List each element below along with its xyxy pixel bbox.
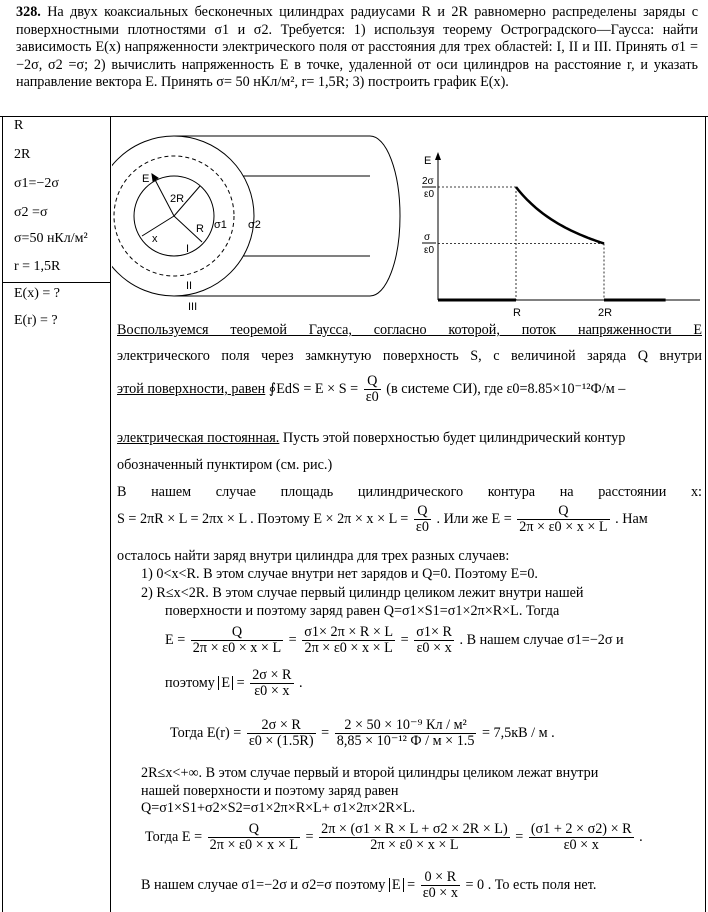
gauss-den: ε0 [365, 389, 379, 405]
given-item: σ2 =σ [14, 205, 48, 220]
sol-line-2: электрического поля через замкнутую поверхность S, с величиной заряда Q внутри [117, 348, 702, 364]
given-item: 2R [14, 147, 31, 162]
label-r: R [196, 223, 204, 235]
case-3-line-3: Q=σ1×S1+σ2×S2=σ1×2π×R×L+ σ1×2π×2R×L. [141, 800, 416, 816]
case-3-formula: Тогда E = $\frac{Q}{2\pi \times \varepsilon 0 \times x \times L}$ = $\frac{2\pi \times (\sigma 1 \times R \times L + \sigma 2 \times 2R \times L)}{2\pi \times \varepsilon 0 \times x \times L}$ = $\frac{(\sigma 1 + 2 \times \sigma 2) \times R}{\varepsilon 0 \times x}$ . [145, 821, 643, 853]
er-frac-1 [247, 718, 316, 749]
frac-7-2-den: 2π × ε0 × x × L [519, 519, 608, 535]
case-3-line-1: 2R≤x<+∞. В этом случае первый и второй цилиндры целиком лежат внутри [141, 765, 599, 781]
label-sigma2: σ2 [248, 219, 261, 231]
frac-7-2-num: Q [517, 504, 609, 520]
table-top-line [0, 116, 708, 117]
label-region-3: III [188, 301, 198, 313]
c3-frac-1-num: Q [208, 822, 300, 838]
c2-frac-2-den: 2π × ε0 × x × L [304, 640, 393, 656]
frac-7-2 [517, 504, 609, 535]
find-item: E(x) = ? [14, 286, 60, 301]
given-item: σ1=−2σ [14, 176, 59, 191]
case-2-line-2: поверхности и поэтому заряд равен Q=σ1×S1=σ1×2π×R×L. Тогда [165, 603, 560, 619]
case-2-abs-formula: поэтому E = $\frac{2\sigma \times R}{\varepsilon 0 \times x}$ . [165, 667, 303, 699]
label-e: E [142, 173, 150, 185]
sol-line-3 [117, 374, 625, 405]
final-text: В нашем случае σ1=−2σ и σ2=σ поэтому [141, 876, 386, 893]
final-frac-num: 0 × R [421, 870, 460, 886]
label-2r: 2R [170, 193, 185, 205]
given-find-divider [2, 282, 110, 283]
final-frac-den: ε0 × x [422, 885, 458, 901]
c2-frac-4-den: ε0 × x [254, 683, 290, 699]
final-formula: В нашем случае σ1=−2σ и σ2=σ поэтому E = $\frac{0 \times R}{\varepsilon 0 \times x}$ = 0 . То есть поля нет. [141, 869, 597, 901]
problem-number: 328. [16, 4, 41, 20]
gauss-num: Q [364, 374, 381, 390]
label-region-1: I [186, 243, 190, 255]
x-tick-2r: 2R [598, 307, 613, 319]
sol-line-4-a: электрическая постоянная. [117, 430, 280, 446]
e-curve-series-line [516, 187, 604, 244]
c2-frac-1-num: Q [191, 625, 283, 641]
cylinders-figure [112, 124, 408, 324]
sol-line-8: осталось найти заряд внутри цилиндра для трех разных случаев: [117, 548, 510, 564]
abs-e-1: E [218, 676, 233, 690]
case-2-f: . В нашем случае σ1=−2σ и [459, 631, 624, 648]
sol-line-4-b: Пусть этой поверхностью будет цилиндрический контур [282, 430, 626, 446]
sol-line-7-b: . Или же E = [436, 510, 512, 527]
er-frac-1-den: ε0 × (1.5R) [248, 733, 314, 749]
sol-line-3-c: (в системе СИ), где ε0=8.85×10⁻¹²Ф/м – [386, 380, 626, 397]
c2-frac-2 [302, 625, 395, 656]
gauss-integral: ∮EdS = E × S = [268, 380, 359, 397]
er-formula: Тогда E(r) = $\frac{2\sigma \times R}{\varepsilon 0 \times (1.5R)}$ = $\frac{\text{2 × 50 × 10⁻⁹ Кл / м²}}{\text{8,85 × 10⁻¹² Ф / м × 1.5}}$ = 7,5кВ / м . [170, 717, 555, 749]
final-frac [421, 870, 460, 901]
y-tick-low-den: ε0 [424, 245, 435, 256]
c2-frac-3-num: σ1× R [416, 624, 452, 640]
c2-frac-1-den: 2π × ε0 × x × L [192, 640, 282, 656]
e-field-graph [408, 138, 704, 324]
sol-line-6: В нашем случае площадь цилиндрического контура на расстоянии x: [117, 484, 702, 500]
case-2-g: поэтому [165, 674, 215, 691]
cylinder-far-end [370, 136, 400, 296]
c3-frac-1 [208, 822, 300, 853]
label-sigma1: σ1 [214, 219, 227, 231]
case-1: 1) 0<x<R. В этом случае внутри нет зарядов и Q=0. Поэтому E=0. [141, 566, 538, 582]
sol-line-7-c: . Нам [615, 510, 648, 527]
given-item: σ=50 нКл/м² [14, 231, 88, 246]
er-frac-1-num: 2σ × R [247, 718, 316, 734]
sol-line-3-a: этой поверхности, равен [117, 380, 266, 397]
frac-7-1-den: ε0 [415, 519, 429, 535]
sol-line-5: обозначенный пунктиром (см. рис.) [117, 457, 333, 473]
sol-line-1: Воспользуемся теоремой Гаусса, согласно которой, поток напряженности E [117, 322, 702, 338]
y-axis-label: E [424, 155, 432, 167]
y-tick-high-num: 2σ [422, 176, 434, 187]
given-column-divider [110, 116, 111, 912]
final-result: = 0 . То есть поля нет. [465, 876, 597, 893]
case-3-e: Тогда E = [145, 828, 203, 845]
y-axis-arrow [435, 152, 441, 160]
sol-line-7 [117, 504, 648, 535]
table-right-border [705, 116, 706, 912]
case-3-line-2: нашей поверхности и поэтому заряд равен [141, 783, 399, 799]
frac-7-1 [414, 504, 431, 535]
c2-frac-3-den: ε0 × x [416, 640, 452, 656]
y-tick-high-den: ε0 [424, 189, 435, 200]
x-tick-r: R [513, 307, 521, 319]
find-item: E(r) = ? [14, 313, 58, 328]
er-frac-2 [335, 718, 477, 749]
case-2-formula: E = $\frac{Q}{2\pi \times \varepsilon 0 \times x \times L}$ = $\frac{\sigma 1\times 2\pi \times R \times L}{2\pi \times \varepsilon 0 \times x \times L}$ = $\frac{\sigma 1\times R}{\varepsilon 0 \times x}$ . В нашем случае σ1=−2σ и [165, 624, 624, 656]
c2-frac-1 [191, 625, 283, 656]
c3-frac-3-den: ε0 × x [563, 837, 599, 853]
c3-frac-2-num: 2π × (σ1 × R × L + σ2 × 2R × L) [321, 821, 508, 837]
table-left-border [2, 116, 3, 912]
outer-cylinder-face [112, 136, 254, 296]
given-item: R [14, 118, 24, 133]
c3-frac-3 [529, 822, 634, 853]
c3-frac-2 [319, 822, 510, 853]
label-x: x [152, 233, 158, 245]
y-tick-low-num: σ [424, 232, 431, 243]
c2-frac-2-num: σ1× 2π × R × L [304, 624, 394, 640]
label-region-2: II [186, 280, 193, 292]
abs-e-2: E [389, 878, 404, 892]
given-item: r = 1,5R [14, 259, 61, 274]
c3-frac-3-num: (σ1 + 2 × σ2) × R [530, 821, 632, 837]
er-frac-2-num: 2 × 50 × 10⁻⁹ Кл / м² [335, 718, 477, 734]
frac-7-1-num: Q [414, 504, 431, 520]
c2-frac-4-num: 2σ × R [252, 667, 292, 683]
c2-frac-4 [250, 668, 293, 699]
er-label: Тогда E(r) = [170, 724, 242, 741]
problem-text: На двух коаксиальных бесконечных цилиндрах радиусами R и 2R равномерно распределены заряды с поверхностными плотностями σ1 и σ2. Требуется: 1) используя теорему Остроградского—Гаусса: найти зависимость E(x) напряженности электрического поля от расстояния для трех областей: I, II и III. Принять σ1 = −2σ, σ2 =σ; 2) вычислить напряженность E в точке, удаленной от оси цилиндров на расстояние r, и указать направление вектора E. Принять σ= 50 нКл/м², r= 1,5R; 3) построить график E(x). [16, 4, 698, 91]
c2-frac-3 [414, 625, 454, 656]
sol-line-7-a: S = 2πR × L = 2πx × L . Поэтому E × 2π × x × L = [117, 510, 409, 527]
er-frac-2-den: 8,85 × 10⁻¹² Ф / м × 1.5 [336, 733, 475, 749]
gauss-fraction [364, 374, 381, 405]
c3-frac-1-den: 2π × ε0 × x × L [209, 837, 298, 853]
sol-line-4 [117, 430, 625, 447]
case-2-line-1: 2) R≤x<2R. В этом случае первый цилиндр целиком лежит внутри нашей [141, 585, 584, 601]
case-2-e: E = [165, 631, 186, 648]
problem-statement [16, 4, 698, 92]
er-result: = 7,5кВ / м . [481, 724, 555, 741]
c3-frac-2-den: 2π × ε0 × x × L [370, 837, 459, 853]
